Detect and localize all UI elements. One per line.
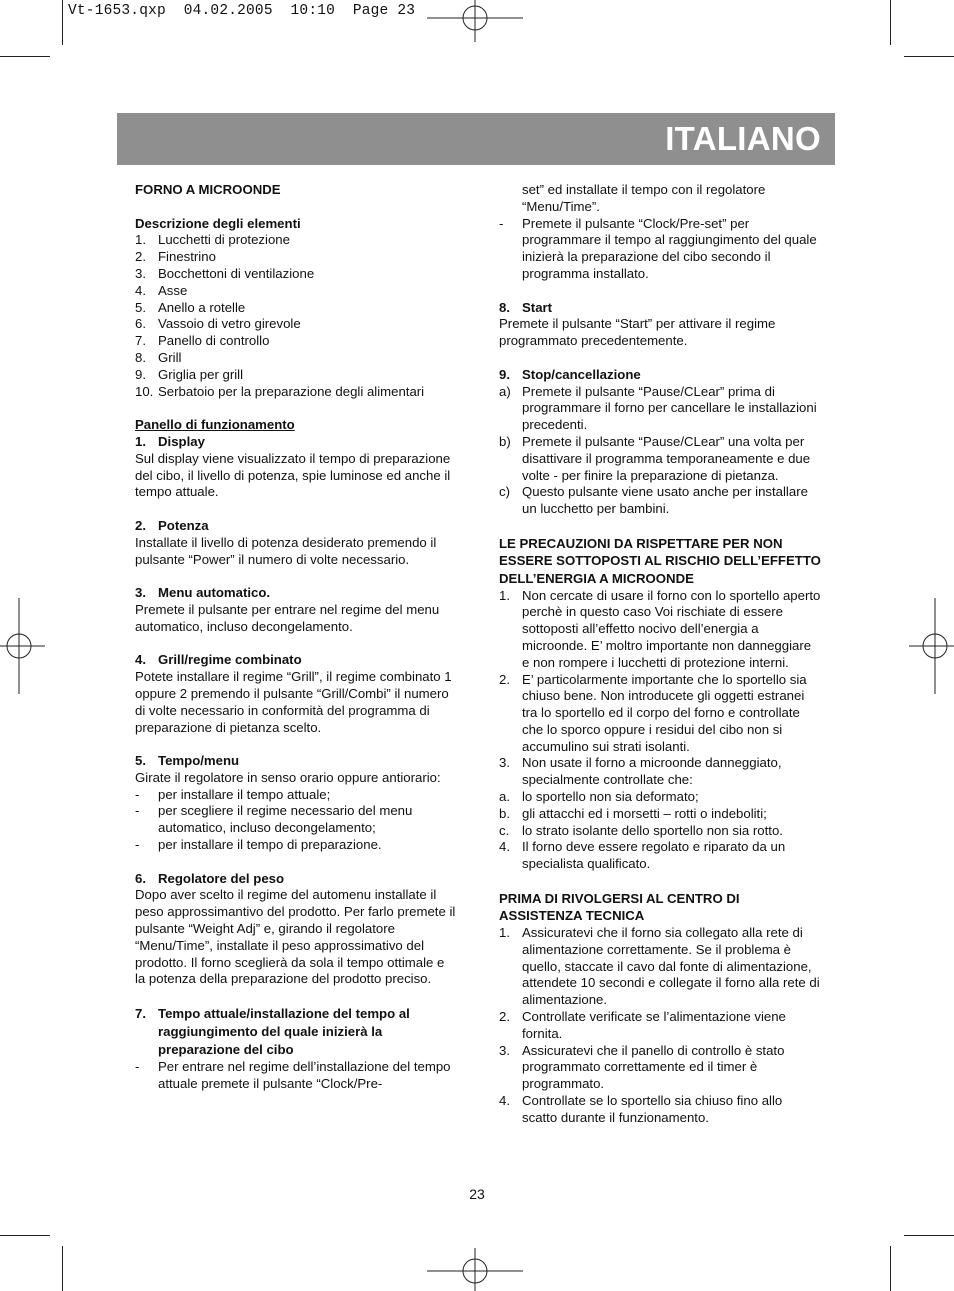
- list-item: [499, 755, 821, 789]
- list-text: Griglia per grill: [158, 366, 244, 382]
- registration-mark-bottom: [427, 1248, 523, 1291]
- auto-menu-heading: 3. Menu automatico.: [135, 585, 271, 601]
- right-column: [499, 182, 821, 1127]
- list-item: [135, 300, 457, 317]
- list-item: [135, 787, 457, 804]
- list-text: Bocchettoni di ventilazione: [158, 265, 315, 281]
- stop-heading: 9. Stop/cancellazione: [499, 366, 641, 382]
- list-text: per installare il tempo attuale;: [158, 786, 331, 802]
- list-item: [499, 925, 821, 1009]
- clock-item: - Per entrare nel regime dell’installazione del tempo attuale premete il pulsante “Clock/Pre-: [135, 1059, 451, 1091]
- weight-heading: 6. Regolatore del peso: [135, 870, 285, 886]
- list-marker: a): [499, 383, 511, 399]
- precautions-list: [499, 588, 821, 874]
- service-list: [499, 925, 821, 1127]
- list-text: Il forno deve essere regolato e riparato da un specialista qualificato.: [522, 839, 786, 872]
- list-marker: 6.: [135, 316, 146, 332]
- page-title: ITALIANO: [665, 120, 821, 157]
- clock-item-2: - Premete il pulsante “Clock/Pre-set” per programmare il tempo al raggiungimento del quale inizierà la preparazione del cibo secondo il programma installato.: [499, 215, 817, 281]
- list-marker: 1.: [499, 587, 510, 603]
- precautions-heading: LE PRECAUZIONI DA RISPETTARE PER NON ESSERE SOTTOPOSTI AL RISCHIO DELL’EFFETTO DELL’ENERGIA A MICROONDE: [499, 535, 821, 586]
- list-marker: 4.: [499, 839, 510, 855]
- language-banner: [117, 113, 835, 165]
- time-menu-heading: 5. Tempo/menu: [135, 753, 240, 769]
- list-marker: 4.: [135, 282, 146, 298]
- crop-mark: [904, 1235, 954, 1236]
- list-marker: 9.: [135, 366, 146, 382]
- time-menu-text: Girate il regolatore in senso orario oppure antiorario:: [135, 769, 441, 785]
- section-title: FORNO A MICROONDE: [135, 182, 281, 197]
- list-marker: b): [499, 433, 511, 449]
- list-item: [499, 789, 821, 806]
- list-item: [499, 806, 821, 823]
- list-marker: 3.: [135, 265, 146, 281]
- list-marker: c.: [499, 822, 510, 838]
- list-item: [135, 316, 457, 333]
- list-text: Assicuratevi che il panello di controllo è stato programmato correttamente ed il timer è programmato.: [522, 1042, 785, 1092]
- elements-heading: Descrizione degli elementi: [135, 215, 301, 231]
- list-text: Finestrino: [158, 249, 216, 265]
- list-marker: 1.: [135, 232, 146, 248]
- crop-mark: [0, 1235, 50, 1236]
- list-marker: 5.: [135, 299, 146, 315]
- time-menu-list: [135, 787, 457, 854]
- list-text: Asse: [158, 282, 188, 298]
- list-text: E’ particolarmente importante che lo sportello sia chiuso bene. Non introducete gli oggetti estranei tra lo sportello ed il corpo del forno e controllate che lo sporco oppure i residui del cibo non si accumulino sui strati isolanti.: [522, 671, 807, 754]
- list-marker: 7.: [135, 333, 146, 349]
- clock-heading: 7. Tempo attuale/installazione del tempo al raggiungimento del quale inizierà la preparazione del cibo: [135, 1006, 410, 1058]
- list-item: [499, 1043, 821, 1093]
- list-item: [499, 672, 821, 756]
- panel-heading: Panello di funzionamento: [135, 417, 295, 433]
- list-marker: 8.: [135, 349, 146, 365]
- grill-text: Potete installare il regime “Grill”, il regime combinato 1 oppure 2 premendo il pulsante “Grill/Combi” il numero di volte necessario in conformità del programma di preparazione di pietanza scelto.: [135, 669, 452, 735]
- list-item: [135, 249, 457, 266]
- display-heading: 1. Display: [135, 433, 205, 449]
- crop-mark: [62, 1246, 63, 1291]
- grill-heading: 4. Grill/regime combinato: [135, 652, 302, 668]
- stop-list: [499, 384, 821, 518]
- list-marker: 2.: [499, 1009, 510, 1025]
- list-text: per installare il tempo di preparazione.: [158, 837, 382, 853]
- list-text: Grill: [158, 349, 182, 365]
- list-text: Serbatoio per la preparazione degli alimentari: [158, 383, 425, 399]
- list-item: [135, 333, 457, 350]
- weight-text: Dopo aver scelto il regime del automenu installate il peso approssimantivo del prodotto. Per farlo premete il pulsante “Weight Adj” e, girando il regolatore “Menu/Time”, installate il peso approssimativo del prodotto. Il forno sceglierà da sola il tempo ottimale e la potenza della preparazione del prodotto preciso.: [135, 887, 456, 987]
- crop-mark: [62, 0, 63, 45]
- registration-mark-top: [427, 0, 523, 42]
- service-heading: PRIMA DI RIVOLGERSI AL CENTRO DI ASSISTENZA TECNICA: [499, 890, 740, 924]
- list-text: Vassoio di vetro girevole: [158, 316, 301, 332]
- list-marker: 3.: [499, 1042, 510, 1058]
- registration-mark-right: [909, 598, 954, 694]
- list-text: gli attacchi ed i morsetti – rotti o indeboliti;: [522, 805, 767, 821]
- power-heading: 2. Potenza: [135, 517, 209, 533]
- list-marker: 3.: [499, 755, 510, 771]
- start-heading: 8. Start: [499, 299, 553, 315]
- power-text: Installate il livello di potenza desiderato premendo il pulsante “Power” il numero di volte necessario.: [135, 534, 437, 567]
- list-item: [135, 350, 457, 367]
- left-column: [135, 182, 457, 1093]
- list-marker: -: [135, 803, 140, 819]
- list-item: [499, 588, 821, 672]
- list-text: Non usate il forno a microonde danneggiato, specialmente controllate che:: [522, 755, 782, 788]
- list-text: lo strato isolante dello sportello non sia rotto.: [522, 822, 783, 838]
- list-text: Questo pulsante viene usato anche per installare un lucchetto per bambini.: [522, 484, 808, 517]
- print-slug: Vt-1653.qxp 04.02.2005 10:10 Page 23: [68, 3, 416, 19]
- list-text: lo sportello non sia deformato;: [522, 789, 699, 805]
- list-text: Anello a rotelle: [158, 299, 246, 315]
- list-marker: 1.: [499, 925, 510, 941]
- clock-item-continued: set” ed installate il tempo con il regolatore “Menu/Time”.: [522, 182, 766, 214]
- list-text: Panello di controllo: [158, 333, 270, 349]
- list-marker: -: [135, 786, 140, 802]
- list-item: [499, 839, 821, 873]
- elements-list: [135, 232, 457, 400]
- list-item: [499, 1093, 821, 1127]
- crop-mark: [890, 0, 891, 45]
- list-text: Non cercate di usare il forno con lo sportello aperto perchè in questo caso Voi rischiate di essere sottoposti all’effetto nocivo dell’energia a microonde. E’ moltro importante non danneggiare e non rompere i lucchetti di protezione interni.: [522, 587, 821, 670]
- list-text: per scegliere il regime necessario del menu automatico, incluso decongelamento;: [158, 803, 413, 836]
- list-marker: a.: [499, 789, 510, 805]
- list-item: [135, 232, 457, 249]
- page-number: 23: [469, 1186, 485, 1202]
- list-marker: b.: [499, 805, 510, 821]
- list-marker: 2.: [135, 249, 146, 265]
- list-marker: 2.: [499, 671, 510, 687]
- list-marker: -: [135, 837, 140, 853]
- list-text: Premete il pulsante “Pause/CLear” una volta per disattivare il programma temporaneamente e due volte - per finire la preparazione di pietanza.: [522, 433, 811, 483]
- list-item: [499, 384, 821, 434]
- crop-mark: [0, 56, 50, 57]
- crop-mark: [890, 1246, 891, 1291]
- list-marker: c): [499, 484, 510, 500]
- list-text: Assicuratevi che il forno sia collegato alla rete di alimentazione correttamente. Se il problema è quello, staccate il cavo dal fonte di alimentazione, attendete 10 secondi e collegate il forno alla rete di alimentazione.: [522, 925, 820, 1008]
- list-item: [499, 823, 821, 840]
- list-text: Premete il pulsante “Pause/CLear” prima di programmare il forno per cancellare le installazioni precedenti.: [522, 383, 817, 433]
- list-text: Lucchetti di protezione: [158, 232, 290, 248]
- list-item: [135, 367, 457, 384]
- list-item: [135, 283, 457, 300]
- list-item: [135, 837, 457, 854]
- list-item: [499, 434, 821, 484]
- list-item: [135, 384, 457, 401]
- list-marker: 4.: [499, 1093, 510, 1109]
- display-text: Sul display viene visualizzato il tempo di preparazione del cibo, il livello di potenza, spie luminose ed anche il tempo attuale.: [135, 450, 451, 500]
- list-text: Controllate se lo sportello sia chiuso fino allo scatto durante il funzionamento.: [522, 1093, 783, 1125]
- start-text: Premete il pulsante “Start” per attivare il regime programmato precedentemente.: [499, 316, 776, 349]
- list-text: Controllate verificate se l’alimentazione viene fornita.: [522, 1009, 786, 1041]
- list-item: [135, 803, 457, 837]
- list-marker: 10.: [135, 383, 154, 399]
- list-item: [499, 484, 821, 518]
- list-item: [499, 1009, 821, 1043]
- auto-menu-text: Premete il pulsante per entrare nel regime del menu automatico, incluso decongelamento.: [135, 601, 440, 634]
- registration-mark-left: [0, 598, 45, 694]
- list-item: [135, 266, 457, 283]
- crop-mark: [904, 56, 954, 57]
